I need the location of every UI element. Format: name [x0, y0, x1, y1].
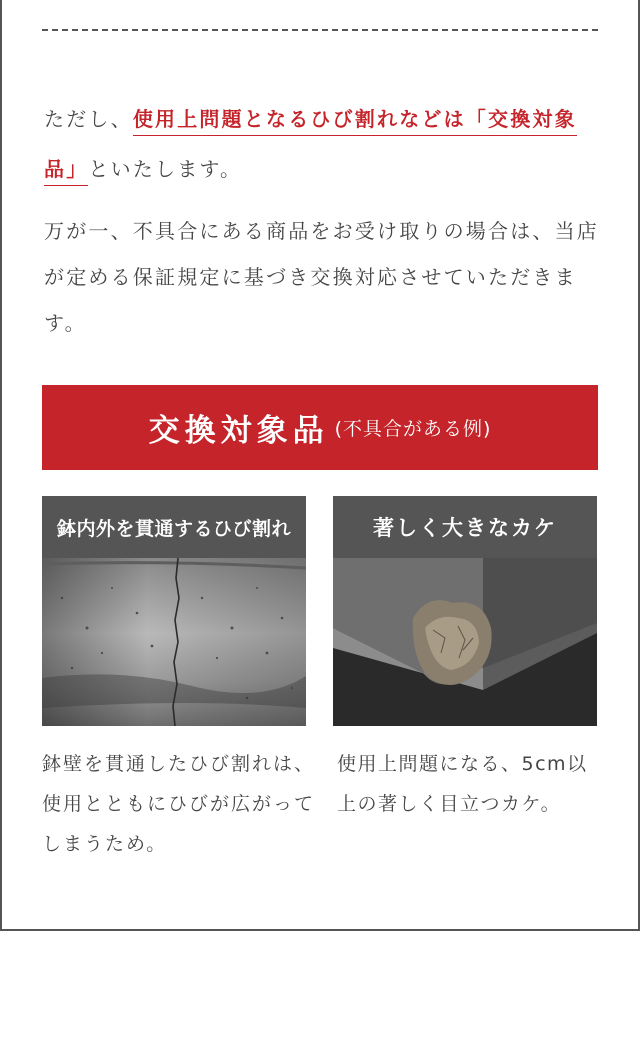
crack-photo: [42, 558, 306, 726]
banner-subtitle: (不具合がある例): [334, 418, 492, 440]
chip-photo: [333, 558, 597, 726]
intro-tail: といたします。: [88, 157, 243, 181]
example-card-crack: [42, 496, 306, 726]
intro-highlight: 使用上問題となるひび割れなどは「交換対象品」: [44, 107, 577, 186]
notice-paragraph: 万が一、不具合にある商品をお受け取りの場合は、当店が定める保証規定に基づき交換対応させていただきます。: [44, 219, 599, 335]
intro-lead: ただし、: [44, 107, 133, 131]
dashed-divider: [42, 29, 598, 31]
banner-title: 交換対象品: [148, 413, 329, 449]
example-label: 鉢内外を貫通するひび割れ: [42, 496, 306, 558]
example-caption-chip: 使用上問題になる、5cm以上の著しく目立つカケ。: [337, 753, 588, 815]
exchange-banner: [42, 385, 598, 470]
example-label: 著しく大きなカケ: [333, 496, 597, 558]
example-card-chip: [333, 496, 597, 726]
intro-paragraph: [44, 94, 604, 194]
example-caption-crack: 鉢壁を貫通したひび割れは、使用とともにひびが広がってしまうため。: [42, 753, 316, 855]
